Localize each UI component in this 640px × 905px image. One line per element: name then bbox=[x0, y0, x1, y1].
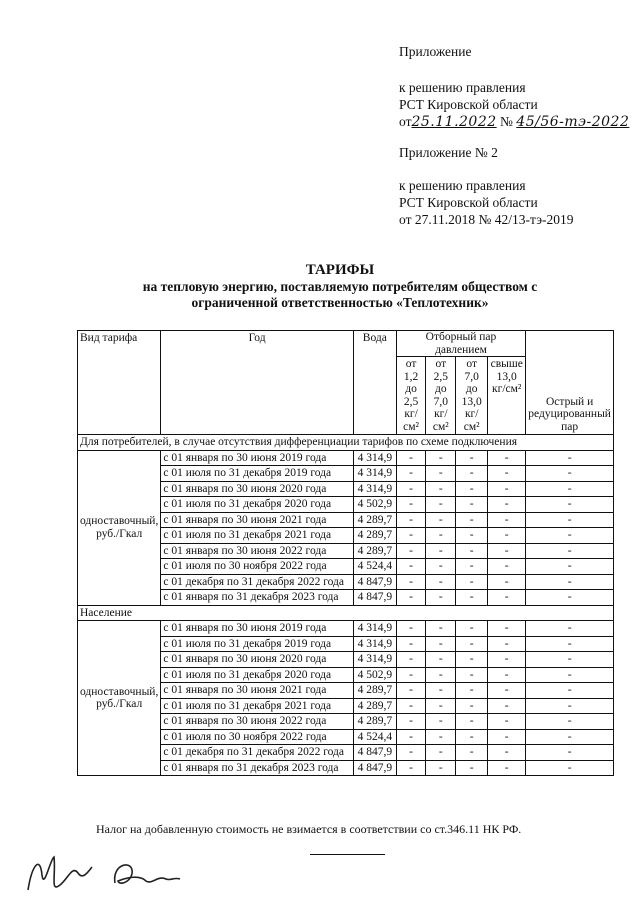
period-cell: с 01 января по 30 июня 2022 года bbox=[161, 543, 354, 559]
section-row bbox=[78, 435, 614, 451]
water-value-cell: 4 314,9 bbox=[353, 450, 396, 466]
period-cell: с 01 июля по 31 декабря 2019 года bbox=[161, 636, 354, 652]
sharp-steam-cell: - bbox=[526, 559, 614, 575]
steam-p4-cell: - bbox=[488, 590, 526, 606]
appendix-2-label: Приложение № 2 bbox=[399, 145, 498, 160]
handwritten-date: 25.11.2022 bbox=[411, 114, 497, 130]
steam-p2-cell: - bbox=[426, 559, 456, 575]
title-sub-line-1: на тепловую энергию, поставляемую потребителям обществом с bbox=[142, 279, 538, 294]
steam-p3-cell: - bbox=[456, 497, 488, 513]
header-year: Год bbox=[161, 331, 354, 435]
steam-p4-cell: - bbox=[488, 512, 526, 528]
steam-p2-cell: - bbox=[426, 481, 456, 497]
steam-p3-cell: - bbox=[456, 621, 488, 637]
steam-p1-cell: - bbox=[396, 481, 426, 497]
period-cell: с 01 июля по 31 декабря 2021 года bbox=[161, 528, 354, 544]
steam-p1-cell: - bbox=[396, 512, 426, 528]
steam-p4-cell: - bbox=[488, 683, 526, 699]
title-block bbox=[60, 261, 620, 311]
section-row bbox=[78, 605, 614, 621]
steam-p1-cell: - bbox=[396, 543, 426, 559]
steam-p1-cell: - bbox=[396, 760, 426, 776]
steam-p1-cell: - bbox=[396, 559, 426, 575]
period-cell: с 01 января по 31 декабря 2023 года bbox=[161, 760, 354, 776]
steam-p3-cell: - bbox=[456, 760, 488, 776]
vat-note: Налог на добавленную стоимость не взимается в соответствии со ст.346.11 НК РФ. bbox=[96, 822, 522, 836]
header-steam-group: Отборный пар давлением bbox=[396, 331, 526, 357]
steam-p1-cell: - bbox=[396, 698, 426, 714]
water-value-cell: 4 502,9 bbox=[353, 667, 396, 683]
period-cell: с 01 июля по 31 декабря 2021 года bbox=[161, 698, 354, 714]
steam-p2-cell: - bbox=[426, 497, 456, 513]
title-sub-line-2: ограниченной ответственностью «Теплотехник» bbox=[191, 295, 489, 310]
steam-p3-cell: - bbox=[456, 714, 488, 730]
water-value-cell: 4 289,7 bbox=[353, 698, 396, 714]
steam-p4-cell: - bbox=[488, 621, 526, 637]
header-p3: от 7,0 до 13,0 кг/см² bbox=[456, 357, 488, 435]
steam-p4-cell: - bbox=[488, 450, 526, 466]
period-cell: с 01 января по 30 июня 2020 года bbox=[161, 652, 354, 668]
tariff-body bbox=[78, 435, 614, 776]
steam-p3-cell: - bbox=[456, 466, 488, 482]
steam-p2-cell: - bbox=[426, 574, 456, 590]
steam-p1-cell: - bbox=[396, 621, 426, 637]
table-row bbox=[78, 450, 614, 466]
header-p4: свыше 13,0 кг/см² bbox=[488, 357, 526, 435]
water-value-cell: 4 502,9 bbox=[353, 497, 396, 513]
steam-p3-cell: - bbox=[456, 667, 488, 683]
steam-p2-cell: - bbox=[426, 698, 456, 714]
steam-p4-cell: - bbox=[488, 652, 526, 668]
sharp-steam-cell: - bbox=[526, 729, 614, 745]
water-value-cell: 4 314,9 bbox=[353, 481, 396, 497]
steam-p4-cell: - bbox=[488, 745, 526, 761]
steam-p3-cell: - bbox=[456, 698, 488, 714]
steam-p4-cell: - bbox=[488, 481, 526, 497]
steam-p3-cell: - bbox=[456, 543, 488, 559]
water-value-cell: 4 289,7 bbox=[353, 714, 396, 730]
steam-p1-cell: - bbox=[396, 590, 426, 606]
water-value-cell: 4 314,9 bbox=[353, 466, 396, 482]
steam-p4-cell: - bbox=[488, 729, 526, 745]
steam-p1-cell: - bbox=[396, 745, 426, 761]
period-cell: с 01 января по 30 июня 2022 года bbox=[161, 714, 354, 730]
period-cell: с 01 января по 30 июня 2021 года bbox=[161, 683, 354, 699]
decision2-line-1: к решению правления bbox=[399, 178, 526, 193]
steam-p1-cell: - bbox=[396, 714, 426, 730]
decision-line-1: к решению правления bbox=[399, 80, 526, 95]
steam-p3-cell: - bbox=[456, 636, 488, 652]
sharp-steam-cell: - bbox=[526, 636, 614, 652]
steam-p2-cell: - bbox=[426, 621, 456, 637]
signature-marks bbox=[20, 845, 200, 900]
from-label: от bbox=[399, 114, 412, 129]
steam-p4-cell: - bbox=[488, 698, 526, 714]
period-cell: с 01 июля по 31 декабря 2020 года bbox=[161, 667, 354, 683]
steam-p2-cell: - bbox=[426, 636, 456, 652]
steam-p2-cell: - bbox=[426, 683, 456, 699]
signature-1 bbox=[28, 857, 92, 890]
steam-p2-cell: - bbox=[426, 590, 456, 606]
steam-p2-cell: - bbox=[426, 760, 456, 776]
table-row bbox=[78, 621, 614, 637]
sharp-steam-cell: - bbox=[526, 683, 614, 699]
water-value-cell: 4 314,9 bbox=[353, 652, 396, 668]
steam-p1-cell: - bbox=[396, 466, 426, 482]
sharp-steam-cell: - bbox=[526, 621, 614, 637]
steam-p3-cell: - bbox=[456, 528, 488, 544]
header-p2: от 2,5 до 7,0 кг/см² bbox=[426, 357, 456, 435]
steam-p2-cell: - bbox=[426, 667, 456, 683]
water-value-cell: 4 289,7 bbox=[353, 512, 396, 528]
period-cell: с 01 июля по 31 декабря 2019 года bbox=[161, 466, 354, 482]
steam-p3-cell: - bbox=[456, 450, 488, 466]
steam-p2-cell: - bbox=[426, 543, 456, 559]
header-water: Вода bbox=[353, 331, 396, 435]
steam-p4-cell: - bbox=[488, 466, 526, 482]
period-cell: с 01 июля по 30 ноября 2022 года bbox=[161, 729, 354, 745]
signature-line bbox=[310, 854, 385, 855]
steam-p2-cell: - bbox=[426, 745, 456, 761]
period-cell: с 01 января по 30 июня 2020 года bbox=[161, 481, 354, 497]
period-cell: с 01 января по 30 июня 2019 года bbox=[161, 450, 354, 466]
sharp-steam-cell: - bbox=[526, 590, 614, 606]
sharp-steam-cell: - bbox=[526, 512, 614, 528]
steam-p2-cell: - bbox=[426, 512, 456, 528]
steam-p4-cell: - bbox=[488, 497, 526, 513]
sharp-steam-cell: - bbox=[526, 574, 614, 590]
steam-p3-cell: - bbox=[456, 729, 488, 745]
steam-p1-cell: - bbox=[396, 450, 426, 466]
period-cell: с 01 января по 31 декабря 2023 года bbox=[161, 590, 354, 606]
sharp-steam-cell: - bbox=[526, 450, 614, 466]
steam-p2-cell: - bbox=[426, 729, 456, 745]
sharp-steam-cell: - bbox=[526, 543, 614, 559]
sharp-steam-cell: - bbox=[526, 481, 614, 497]
sharp-steam-cell: - bbox=[526, 714, 614, 730]
water-value-cell: 4 314,9 bbox=[353, 636, 396, 652]
steam-p1-cell: - bbox=[396, 574, 426, 590]
period-cell: с 01 июля по 31 декабря 2020 года bbox=[161, 497, 354, 513]
steam-p1-cell: - bbox=[396, 636, 426, 652]
steam-p1-cell: - bbox=[396, 729, 426, 745]
signature-2 bbox=[115, 865, 180, 883]
steam-p2-cell: - bbox=[426, 652, 456, 668]
steam-p4-cell: - bbox=[488, 667, 526, 683]
period-cell: с 01 июля по 30 ноября 2022 года bbox=[161, 559, 354, 575]
steam-p1-cell: - bbox=[396, 528, 426, 544]
steam-p3-cell: - bbox=[456, 559, 488, 575]
period-cell: с 01 декабря по 31 декабря 2022 года bbox=[161, 745, 354, 761]
water-value-cell: 4 289,7 bbox=[353, 543, 396, 559]
section-title: Население bbox=[78, 605, 614, 621]
steam-p3-cell: - bbox=[456, 481, 488, 497]
steam-p3-cell: - bbox=[456, 745, 488, 761]
steam-p1-cell: - bbox=[396, 652, 426, 668]
period-cell: с 01 января по 30 июня 2019 года bbox=[161, 621, 354, 637]
sharp-steam-cell: - bbox=[526, 760, 614, 776]
page-title: ТАРИФЫ bbox=[305, 262, 375, 278]
sharp-steam-cell: - bbox=[526, 745, 614, 761]
header-p1: от 1,2 до 2,5 кг/см² bbox=[396, 357, 426, 435]
water-value-cell: 4 289,7 bbox=[353, 528, 396, 544]
water-value-cell: 4 847,9 bbox=[353, 745, 396, 761]
tariff-type-cell: одноставочный, руб./Гкал bbox=[78, 450, 161, 605]
steam-p2-cell: - bbox=[426, 528, 456, 544]
period-cell: с 01 января по 30 июня 2021 года bbox=[161, 512, 354, 528]
steam-p4-cell: - bbox=[488, 760, 526, 776]
steam-p3-cell: - bbox=[456, 574, 488, 590]
sharp-steam-cell: - bbox=[526, 698, 614, 714]
sharp-steam-cell: - bbox=[526, 652, 614, 668]
decision2-line-2: РСТ Кировской области bbox=[399, 195, 538, 210]
sharp-steam-cell: - bbox=[526, 466, 614, 482]
steam-p2-cell: - bbox=[426, 450, 456, 466]
water-value-cell: 4 289,7 bbox=[353, 683, 396, 699]
number-sign: № bbox=[500, 114, 513, 129]
steam-p2-cell: - bbox=[426, 466, 456, 482]
tariff-table bbox=[77, 330, 614, 776]
water-value-cell: 4 847,9 bbox=[353, 760, 396, 776]
section-title: Для потребителей, в случае отсутствия дифференциации тарифов по схеме подключения bbox=[78, 435, 614, 451]
steam-p4-cell: - bbox=[488, 559, 526, 575]
steam-p1-cell: - bbox=[396, 497, 426, 513]
steam-p4-cell: - bbox=[488, 528, 526, 544]
sharp-steam-cell: - bbox=[526, 528, 614, 544]
steam-p3-cell: - bbox=[456, 683, 488, 699]
steam-p4-cell: - bbox=[488, 543, 526, 559]
steam-p3-cell: - bbox=[456, 512, 488, 528]
steam-p2-cell: - bbox=[426, 714, 456, 730]
water-value-cell: 4 847,9 bbox=[353, 590, 396, 606]
water-value-cell: 4 524,4 bbox=[353, 729, 396, 745]
header-type: Вид тарифа bbox=[78, 331, 161, 435]
steam-p1-cell: - bbox=[396, 683, 426, 699]
decision-ref-line bbox=[399, 113, 629, 131]
handwritten-number: 45/56-тэ-2022 bbox=[516, 114, 630, 130]
decision2-line-3: от 27.11.2018 № 42/13-тэ-2019 bbox=[399, 212, 574, 227]
water-value-cell: 4 847,9 bbox=[353, 574, 396, 590]
tariff-type-cell: одноставочный, руб./Гкал bbox=[78, 621, 161, 776]
header-sharp-steam: Острый и редуцированный пар bbox=[526, 331, 614, 435]
decision-line-2: РСТ Кировской области bbox=[399, 97, 538, 112]
steam-p4-cell: - bbox=[488, 636, 526, 652]
steam-p3-cell: - bbox=[456, 652, 488, 668]
sharp-steam-cell: - bbox=[526, 497, 614, 513]
water-value-cell: 4 524,4 bbox=[353, 559, 396, 575]
steam-p4-cell: - bbox=[488, 574, 526, 590]
water-value-cell: 4 314,9 bbox=[353, 621, 396, 637]
steam-p3-cell: - bbox=[456, 590, 488, 606]
appendix-label: Приложение bbox=[399, 44, 472, 59]
sharp-steam-cell: - bbox=[526, 667, 614, 683]
steam-p4-cell: - bbox=[488, 714, 526, 730]
steam-p1-cell: - bbox=[396, 667, 426, 683]
period-cell: с 01 декабря по 31 декабря 2022 года bbox=[161, 574, 354, 590]
